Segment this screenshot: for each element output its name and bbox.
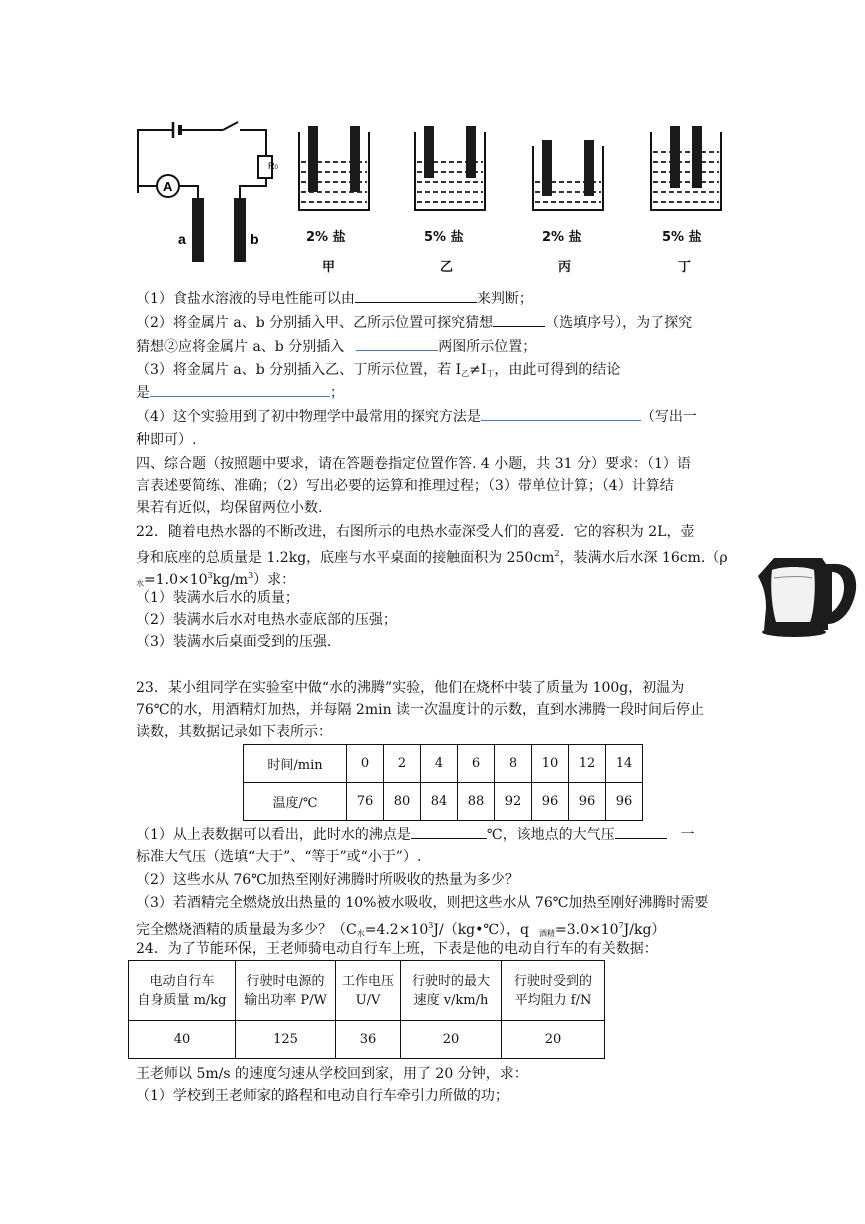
q23-part1-line-2: 标准大气压（选填“大于”、“等于”或“小于”）. [136,849,422,865]
table-row [244,745,643,783]
answer-blank[interactable] [356,336,438,351]
beaker-ding-concentration: 5% 盐 [662,230,702,245]
q21-line-7: 种即可）. [136,432,197,448]
beaker-jia [296,124,372,214]
beaker-jia-concentration: 2% 盐 [306,230,346,245]
ebike-data-table [128,960,605,1059]
q24-line-1: 24．为了节能环保，王老师骑电动自行车上班，下表是他的电动自行车的有关数据： [136,941,658,957]
q23-line-1: 23．某小组同学在实验室中做“水的沸腾”实验，他们在烧杯中装了质量为 100g，初温为 [136,680,685,696]
table-cell: 125 [236,1021,336,1059]
beaker-jia-name: 甲 [322,260,336,275]
q22-line-5: （2）装满水后水对电热水壶底部的压强； [136,612,397,628]
q23-part3-line-2: 完全燃烧酒精的质量最为多少？（$C_水=4.2\times 10^3J/(kg•℃)$，q $_{酒精}=3.0\times 10^7J/kg$） [136,921,666,938]
table-cell: 80 [384,783,421,821]
table-cell: 84 [421,783,458,821]
section4-line-1: 四、综合题（按照题中要求，请在答题卷指定位置作答. 4 小题，共 31 分）要求：（1）语 [136,456,691,472]
table-header: 行驶时受到的 平均阻力 f/N [502,961,605,1021]
table-cell: 12 [569,745,606,783]
q21-line-2: （2）将金属片 a、b 分别插入甲、乙所示位置可探究猜想 （选填序号），为了探究 [136,312,692,333]
table-cell: 4 [421,745,458,783]
table-cell: 96 [569,783,606,821]
table-cell: 8 [495,745,532,783]
q24-line-2: 王老师以 5m/s 的速度匀速从学校回到家，用了 20 分钟，求： [136,1066,528,1082]
beaker-bing [530,140,606,214]
q22-line-3: $_水=1.0\times 10^3kg/m^3$）求： [136,571,296,588]
beaker-ding [648,124,724,214]
table-cell: 40 [129,1021,236,1059]
answer-blank[interactable] [615,824,667,839]
q22-line-2: 身和底座的总质量是 1.2kg，底座与水平桌面的接触面积为 $250cm^2$，装满水后水深 16cm.（ρ [136,549,728,566]
q23-part3-line-1: （3）若酒精完全燃烧放出热量的 10%被水吸收，则把这些水从 76℃加热至刚好沸腾时需要 [136,895,709,911]
beaker-bing-concentration: 2% 盐 [542,230,582,245]
table-cell: 92 [495,783,532,821]
resistor-label: R0 [268,161,278,171]
table-cell: 6 [458,745,495,783]
q21-line-3: 猜想②应将金属片 a、b 分别插入 两图所示位置； [136,336,536,357]
table-header: 行驶时电源的 输出功率 P/W [236,961,336,1021]
table-cell: 20 [502,1021,605,1059]
table-header: 行驶时的最大 速度 v/km/h [401,961,502,1021]
q23-part1-line-1: （1）从上表数据可以看出，此时水的沸点是 ℃，该地点的大气压 一 [136,824,695,845]
table-header: 工作电压 U/V [336,961,401,1021]
table-cell: 88 [458,783,495,821]
table-row [244,783,643,821]
plate-b-label: b [250,231,259,247]
q21-line-4: （3）将金属片 a、b 分别插入乙、丁所示位置，若 $I_乙\ne I_丁$，由此可得到的结论 [136,362,621,378]
q21-line-1: （1）食盐水溶液的导电性能可以由 来判断； [136,288,533,309]
q21-line-5: 是 ； [136,382,344,403]
answer-blank[interactable] [481,406,641,421]
answer-blank[interactable] [411,824,487,839]
q23-part2: （2）这些水从 76℃加热至刚好沸腾时所吸收的热量为多少？ [136,872,519,888]
beaker-bing-name: 丙 [558,260,572,275]
answer-blank[interactable] [150,382,330,397]
boiling-data-table [243,744,643,821]
table-cell: 96 [532,783,569,821]
electric-kettle-image [748,548,864,638]
table-cell: 96 [606,783,643,821]
q23-line-2: 76℃的水，用酒精灯加热，并每隔 2min 读一次温度计的示数，直到水沸腾一段时间后停止 [136,702,705,718]
answer-blank[interactable] [355,288,477,303]
ammeter-label: A [163,179,173,194]
table-header: 温度/℃ [244,783,347,821]
q22-line-6: （3）装满水后桌面受到的压强. [136,634,332,650]
section4-line-2: 言表述要简练、准确；（2）写出必要的运算和推理过程；（3）带单位计算；（4）计算结 [136,478,674,494]
circuit-diagram [128,118,288,268]
table-row [129,961,605,1021]
q23-line-3: 读数，其数据记录如下表所示： [136,724,332,740]
table-cell: 76 [347,783,384,821]
table-cell: 20 [401,1021,502,1059]
beaker-yi [412,124,488,214]
answer-blank[interactable] [493,312,545,327]
q24-line-3: （1）学校到王老师家的路程和电动自行车牵引力所做的功； [136,1088,509,1104]
q22-line-4: （1）装满水后水的质量； [136,590,299,606]
q22-line-1: 22．随着电热水器的不断改进，右图所示的电热水壶深受人们的喜爱．它的容积为 2L，壶 [136,524,695,540]
table-row [129,1021,605,1059]
table-header: 电动自行车 自身质量 m/kg [129,961,236,1021]
table-cell: 14 [606,745,643,783]
q21-line-6: （4）这个实验用到了初中物理学中最常用的探究方法是 （写出一 [136,406,697,427]
table-cell: 2 [384,745,421,783]
section4-line-3: 果若有近似，均保留两位小数. [136,500,323,516]
beaker-yi-name: 乙 [440,260,454,275]
beaker-yi-concentration: 5% 盐 [424,230,464,245]
plate-a-label: a [178,231,186,247]
table-cell: 0 [347,745,384,783]
table-header: 时间/min [244,745,347,783]
table-cell: 10 [532,745,569,783]
beaker-ding-name: 丁 [678,260,692,275]
table-cell: 36 [336,1021,401,1059]
